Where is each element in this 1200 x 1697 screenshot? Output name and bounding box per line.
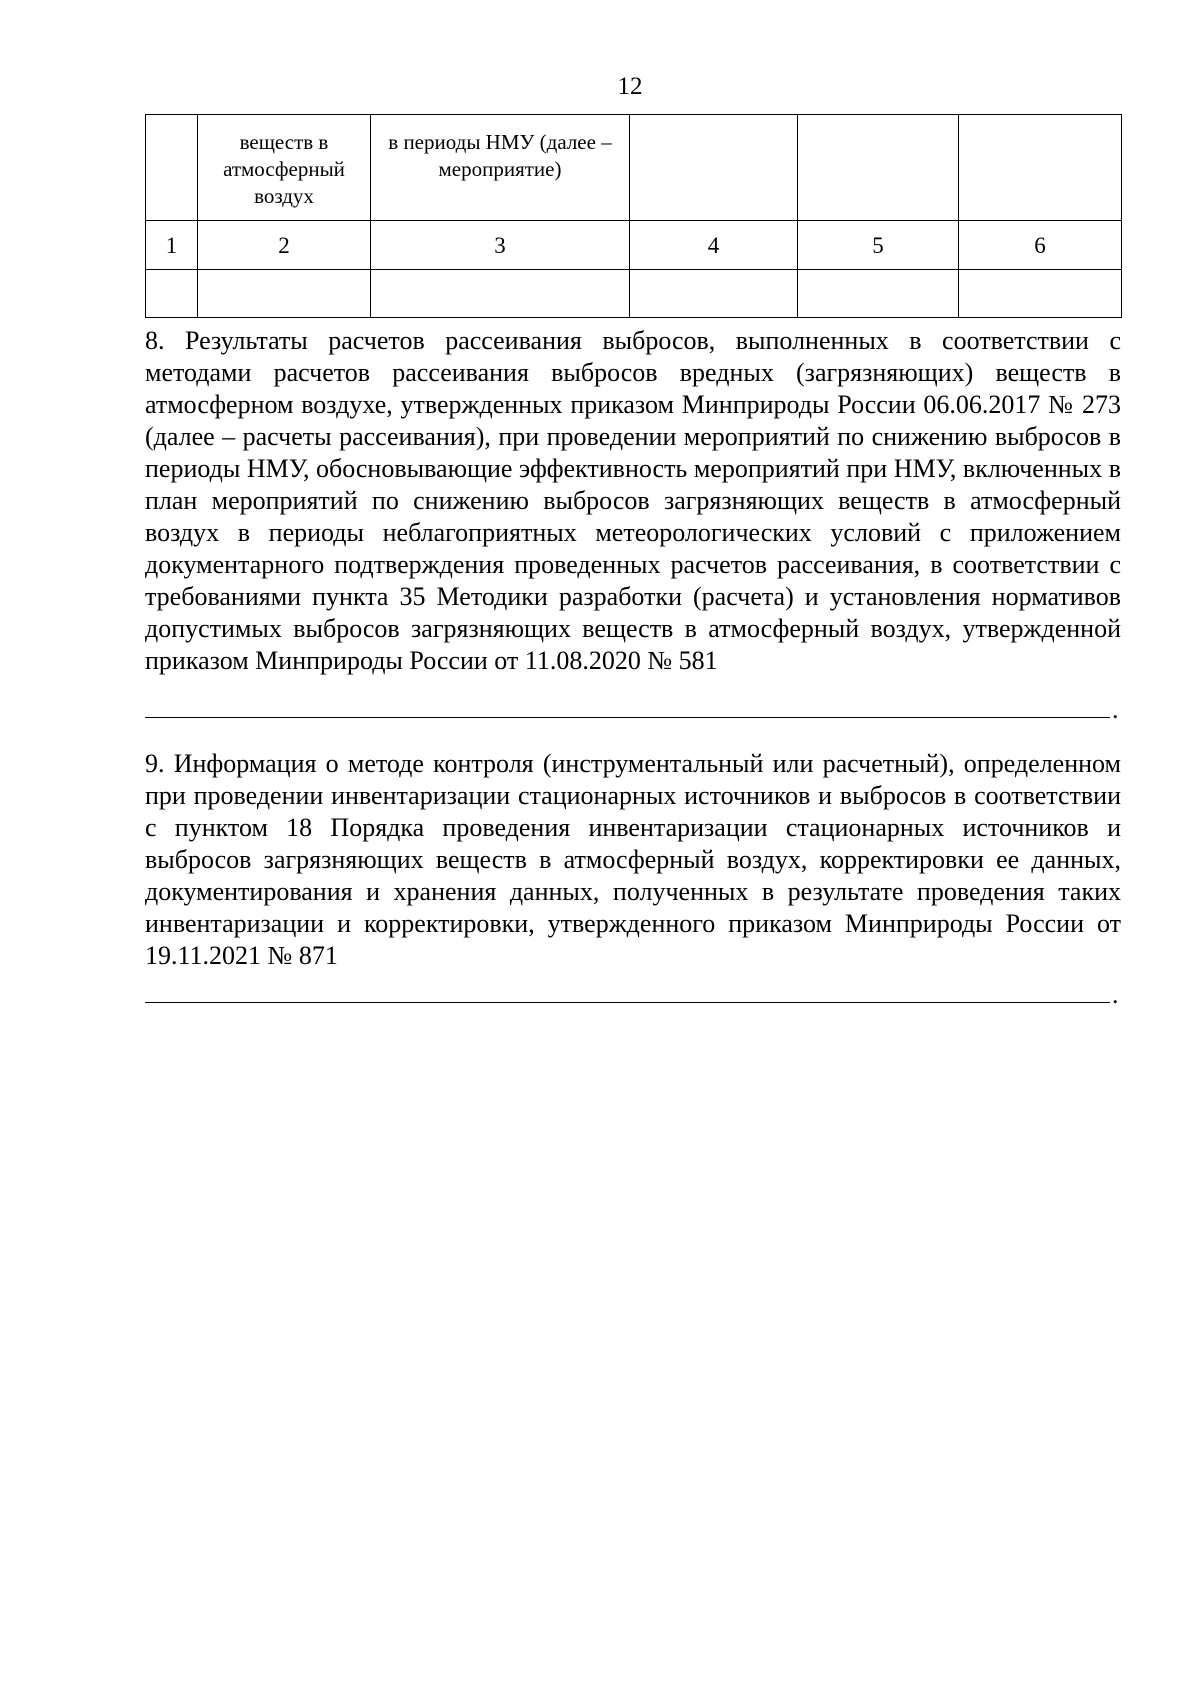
table-cell xyxy=(959,115,1122,221)
table-cell xyxy=(146,270,198,318)
table-header-row xyxy=(146,115,1122,221)
table-cell: 1 xyxy=(146,221,198,270)
table-cell: 5 xyxy=(798,221,959,270)
section-8-end-mark: . xyxy=(1112,695,1119,724)
table-cell xyxy=(630,270,798,318)
table-cell: 2 xyxy=(198,221,371,270)
table-cell xyxy=(959,270,1122,318)
table-cell: 4 xyxy=(630,221,798,270)
page-number: 12 xyxy=(617,73,643,100)
table-cell xyxy=(630,115,798,221)
table-cell: веществ в атмосферный воздух xyxy=(198,115,371,221)
table-cell: 3 xyxy=(371,221,630,270)
table-cell xyxy=(371,270,630,318)
table-cell xyxy=(798,115,959,221)
section-9-end-mark: . xyxy=(1112,980,1119,1009)
table-empty-row xyxy=(146,270,1122,318)
table-cell xyxy=(798,270,959,318)
section-8-paragraph: 8. Результаты расчетов рассеивания выбросов, выполненных в соответствии с методами расчетов рассеивания выбросов вредных (загрязняющих) веществ в атмосферном воздухе, утвержденных приказом Минприроды России 06.06.2017 № 273 (далее – расчеты рассеивания), при проведении мероприятий по снижению выбросов в периоды НМУ, обосновывающие эффективность мероприятий при НМУ, включенных в план мероприятий по снижению выбросов загрязняющих веществ в атмосферный воздух в периоды неблагоприятных метеорологических условий с приложением документарного подтверждения проведенных расчетов рассеивания, в соответствии с требованиями пункта 35 Методики разработки (расчета) и установления нормативов допустимых выбросов загрязняющих веществ в атмосферный воздух, утвержденной приказом Минприроды России от 11.08.2020 № 581 xyxy=(145,326,1121,675)
table-cell xyxy=(146,115,198,221)
table-cell: 6 xyxy=(959,221,1122,270)
table-number-row xyxy=(146,221,1122,270)
section-9-fill-line xyxy=(145,1002,1110,1003)
section-9-paragraph: 9. Информация о методе контроля (инструментальный или расчетный), определенном при проведении инвентаризации стационарных источников и выбросов в соответствии с пунктом 18 Порядка проведения инвентаризации стационарных источников и выбросов загрязняющих веществ в атмосферный воздух, корректировки ее данных, документирования и хранения данных, полученных в результате проведения таких инвентаризации и корректировки, утвержденного приказом Минприроды России от 19.11.2021 № 871 xyxy=(145,749,1121,970)
section-8-fill-line xyxy=(145,717,1110,718)
table-cell xyxy=(198,270,371,318)
data-table xyxy=(145,114,1122,318)
table-cell: в периоды НМУ (далее – мероприятие) xyxy=(371,115,630,221)
